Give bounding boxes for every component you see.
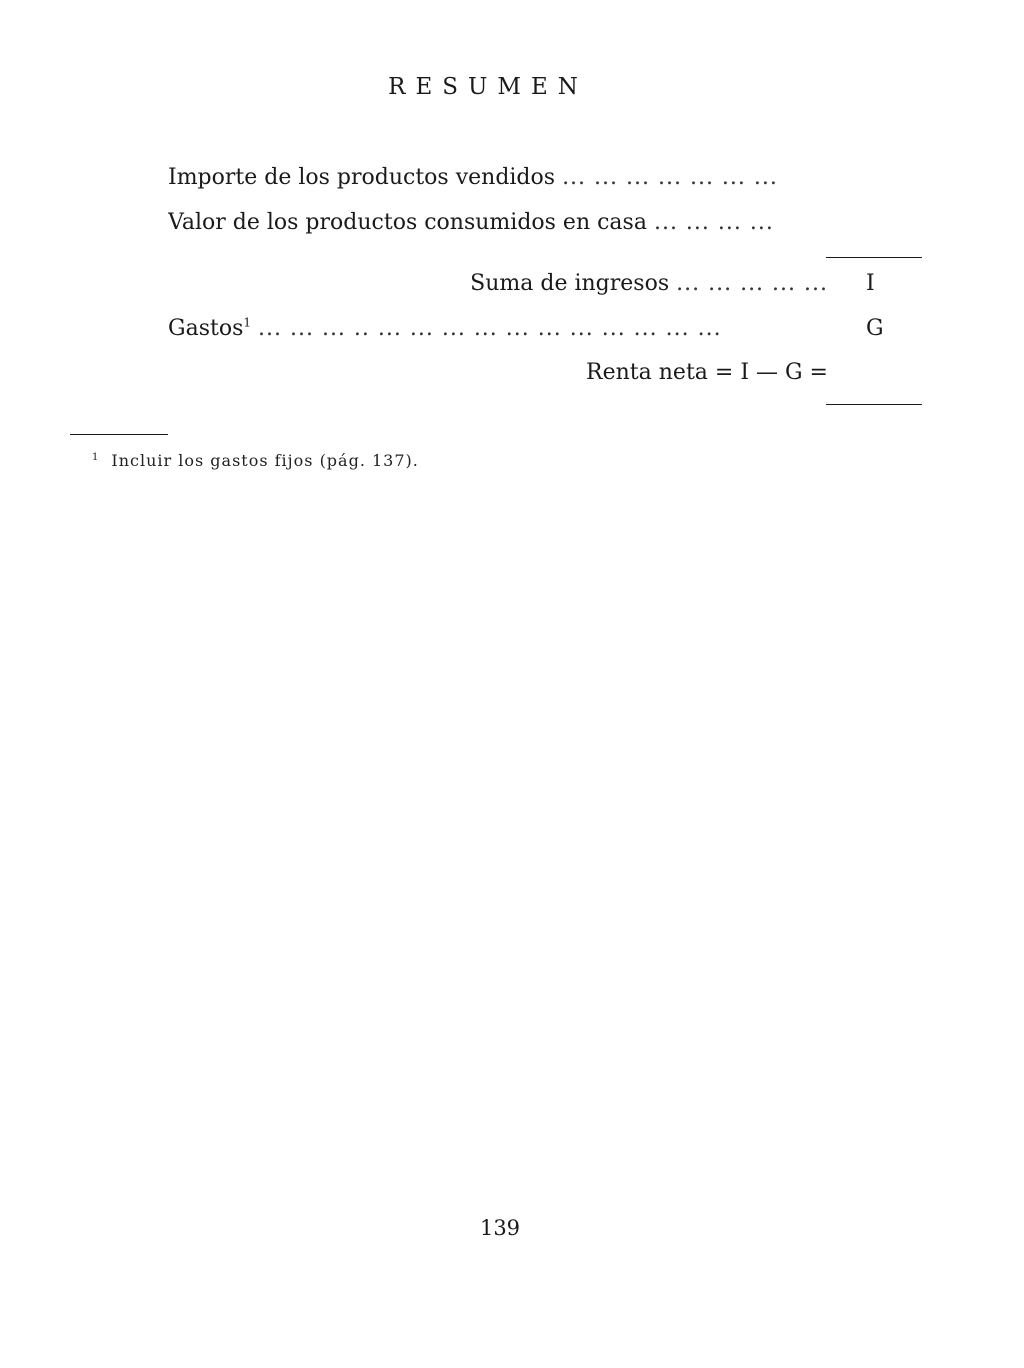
row-importe-leader: ... ... ... ... ... ... ... xyxy=(562,165,778,190)
row-valor xyxy=(168,209,828,237)
footnote xyxy=(92,451,419,470)
row-importe-label: Importe de los productos vendidos xyxy=(168,165,556,190)
row-suma xyxy=(168,270,828,298)
row-renta xyxy=(168,359,828,387)
footnote-text: Incluir los gastos fijos (pág. 137). xyxy=(111,451,419,470)
page-title: RESUMEN xyxy=(388,74,588,100)
net-income-rule xyxy=(826,404,922,405)
row-gastos-label: Gastos xyxy=(168,316,244,341)
row-gastos-mark: G xyxy=(866,316,884,341)
row-renta-label: Renta neta = I — G = xyxy=(586,360,828,385)
row-valor-label: Valor de los productos consumidos en casa xyxy=(168,210,647,235)
row-gastos-leader: ... ... ... .. ... ... ... ... ... ... ... ... ... ... ... xyxy=(258,316,722,341)
row-suma-label: Suma de ingresos xyxy=(470,271,670,296)
footnote-reference: 1 xyxy=(243,315,251,330)
row-suma-mark: I xyxy=(866,271,875,296)
row-importe xyxy=(168,164,828,192)
footnote-separator xyxy=(70,434,168,435)
page-number: 139 xyxy=(479,1216,521,1240)
row-valor-leader: ... ... ... ... xyxy=(653,210,774,235)
row-gastos xyxy=(168,315,828,343)
row-suma-leader: ... ... ... ... ... xyxy=(676,271,828,296)
income-total-rule xyxy=(826,257,922,258)
footnote-marker: 1 xyxy=(92,451,100,463)
